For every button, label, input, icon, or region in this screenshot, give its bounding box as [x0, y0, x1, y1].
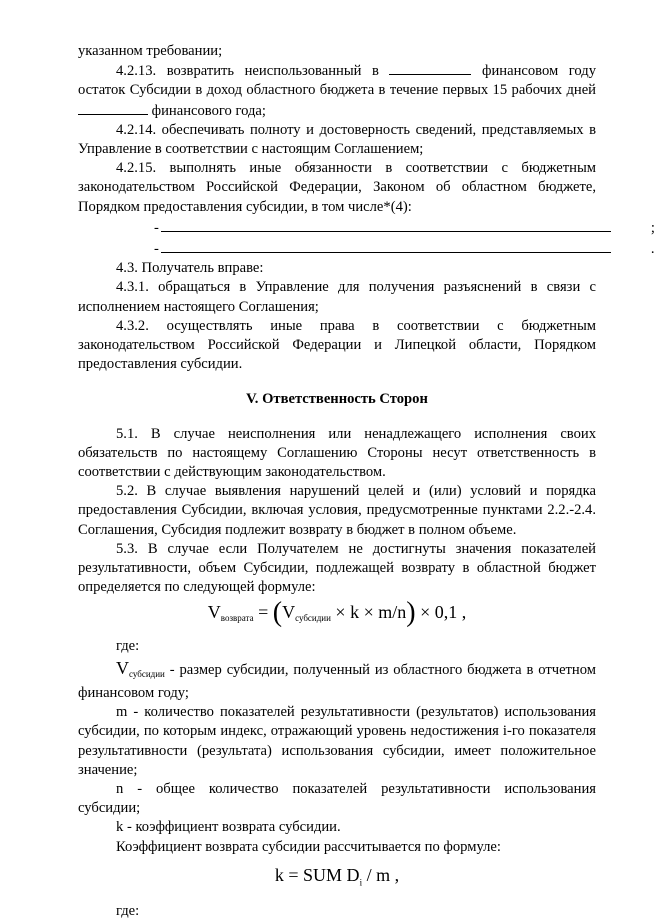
formula-sub2: субсидии: [295, 613, 331, 624]
formula2-tail: / m ,: [362, 864, 400, 885]
text: финансового года;: [148, 102, 266, 119]
punct: .: [650, 241, 655, 258]
formula-sub: возврата: [220, 613, 254, 624]
document-page: [78, 42, 655, 924]
text: 4.2.13. возвратить неиспользованный в: [116, 63, 390, 80]
paragraph: указанном требовании;: [78, 43, 223, 59]
formula-coefficient: [78, 863, 596, 895]
paren-close: ): [406, 597, 416, 629]
symbol-letter: V: [116, 657, 129, 678]
text: финансовом году остаток Субсидии в доход областного бюджета в течение первых 15 рабочих дней: [78, 63, 597, 99]
dash-line-2: [78, 238, 655, 259]
formula-eq: =: [253, 602, 273, 623]
section-heading: V. Ответственность Сторон: [246, 391, 428, 408]
paragraph-5-3: 5.3. В случае если Получателем не достигнуты значения показателей результативности, объем Субсидии, подлежащей возврату в областной бюджет определяется по следующей формуле:: [78, 540, 596, 596]
dash: -: [154, 219, 159, 236]
punct: ;: [650, 219, 655, 236]
paragraph-4-3: 4.3. Получатель вправе:: [116, 260, 264, 277]
blank-line: [78, 101, 148, 115]
blank-line: [161, 238, 611, 253]
paragraph-4-2-15: 4.2.15. выполнять иные обязанности в соответствии с бюджетным законодательством Российской Федерации, Законом об областном бюджете, Порядком предоставления субсидии, в том числе*(4):: [78, 160, 596, 215]
definition-k: k - коэффициент возврата субсидии.: [116, 819, 341, 836]
blank-line: [161, 217, 611, 232]
formula-v2: V: [282, 602, 296, 623]
paren-open: (: [272, 597, 283, 629]
formula2-sub: i: [359, 877, 363, 888]
dash-line-1: [78, 217, 655, 238]
paragraph-coefficient: Коэффициент возврата субсидии рассчитывается по формуле:: [116, 838, 501, 855]
formula-rest: × k × m/n: [330, 602, 407, 623]
formula-tail: × 0,1 ,: [415, 602, 467, 623]
formula-refund: [78, 599, 596, 631]
formula-v: V: [207, 602, 221, 623]
paragraph-4-3-1: 4.3.1. обращаться в Управление для получения разъяснений в связи с исполнением настоящего Соглашения;: [78, 279, 596, 315]
definition-text: - размер субсидии, полученный из областного бюджета в отчетном финансовом году;: [78, 661, 596, 701]
where-label: где:: [116, 638, 140, 655]
definition-n: n - общее количество показателей результативности использования субсидии;: [78, 780, 596, 817]
dash: -: [154, 241, 159, 258]
symbol-v: [116, 658, 165, 678]
blank-line: [389, 61, 471, 75]
definition-m: m - количество показателей результативности (результатов) использования субсидии, по которым индекс, отражающий уровень недостижения i-го показателя результативности (результата) использования субсидии, имеет положительное значение;: [78, 704, 596, 778]
formula2-main: k = SUM D: [274, 864, 360, 885]
definition-v: [78, 659, 596, 703]
paragraph-5-1: 5.1. В случае неисполнения или ненадлежащего исполнения своих обязательств по настоящему Соглашению Стороны несут ответственность в соответствии с действующим законодательством.: [78, 425, 596, 481]
paragraph-4-3-2: 4.3.2. осуществлять иные права в соответствии с бюджетным законодательством Российской Федерации и Липецкой области, Порядком предоставления субсидии.: [78, 317, 596, 373]
where-label-2: где:: [116, 903, 140, 920]
paragraph-4-2-14: 4.2.14. обеспечивать полноту и достоверность сведений, представляемых в Управление в соответствии с настоящим Соглашением;: [78, 121, 596, 158]
paragraph-5-2: 5.2. В случае выявления нарушений целей и (или) условий и порядка предоставления Субсидии, включая условия, предусмотренные пунктами 2.2.-2.4. Соглашения, Субсидия подлежит возврату в бюджет в полном объеме.: [78, 483, 596, 538]
paragraph-4-2-13: [78, 61, 596, 121]
symbol-sub: субсидии: [129, 668, 165, 679]
